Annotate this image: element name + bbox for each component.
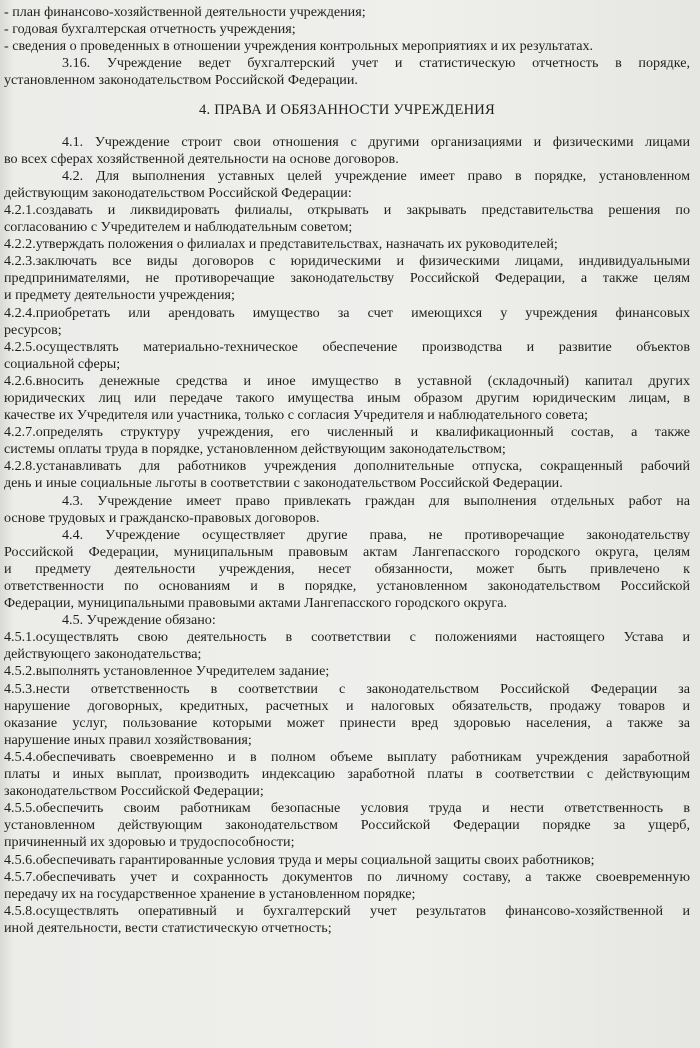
text-line: день и иные социальные льготы в соответствии с законодательством Российской Федерации. xyxy=(4,475,563,492)
text-line: 4.2.3.заключать все виды договоров с юридическими и физическими лицами, индивидуальными xyxy=(4,253,690,270)
text-line: оказание услуг, пользование которыми может принести вред здоровью населения, а также за xyxy=(4,714,690,731)
text-line: согласованию с Учредителем и наблюдательным советом; xyxy=(4,219,353,236)
text-line: 4.5.1.осуществлять свою деятельность в соответствии с положениями настоящего Устава и xyxy=(4,629,690,646)
text-line: передачу их на государственное хранение в установленном порядке; xyxy=(4,885,416,902)
preceding-section xyxy=(4,4,690,89)
text-line: 4.2.8.устанавливать для работников учреждения дополнительные отпуска, сокращенный рабочий xyxy=(4,458,690,475)
text-line: 4.1. Учреждение строит свои отношения с другими организациями и физическими лицами xyxy=(62,133,690,150)
text-line: установленном действующим законодательством Российской Федерации порядке за ущерб, xyxy=(4,817,690,834)
text-line: 4.2.4.приобретать или арендовать имущество за счет имеющихся у учреждения финансовых xyxy=(4,304,690,321)
text-line: 4.2.7.определять структуру учреждения, его численный и квалификационный состав, а также xyxy=(4,424,690,441)
text-line: 4.5.7.обеспечивать учет и сохранность документов по личному составу, а также своевременную xyxy=(4,868,690,885)
text-line: - годовая бухгалтерская отчетность учреждения; xyxy=(4,21,296,38)
text-line: и предмету деятельности учреждения; xyxy=(4,287,235,304)
text-line: - сведения о проведенных в отношении учреждения контрольных мероприятиях и их результатах. xyxy=(4,38,594,55)
text-line: законодательством Российской Федерации; xyxy=(4,783,264,800)
text-line: ответственности по основаниям и в порядке, установленном законодательством Российской xyxy=(4,578,690,594)
text-line: 4.5.8.осуществлять оперативный и бухгалтерский учет результатов финансово-хозяйственной и xyxy=(4,902,690,919)
text-line: качестве их Учредителя или участника, только с согласия Учредителя и наблюдательного совета; xyxy=(4,407,588,424)
text-line: 4.5.4.обеспечивать своевременно и в полном объеме выплату работникам учреждения заработной xyxy=(4,748,690,765)
text-line: 4.2.5.осуществлять материально-техническое обеспечение производства и развитие объектов xyxy=(4,338,690,355)
text-line: ресурсов; xyxy=(4,321,62,338)
text-line: Российской Федерации, муниципальным правовым актам Лангепасского городского округа, целям xyxy=(4,543,690,560)
text-line: юридических лиц или передаче такого имущества иным образом другим юридическим лицам, в xyxy=(4,389,690,406)
text-line: 4.3. Учреждение имеет право привлекать граждан для выполнения отдельных работ на xyxy=(62,492,690,509)
text-line: - план финансово-хозяйственной деятельности учреждения; xyxy=(4,4,366,20)
text-line: 4.5.2.выполнять установленное Учредителем задание; xyxy=(4,663,330,680)
text-line: действующего законодательства; xyxy=(4,646,202,663)
section-heading: 4. ПРАВА И ОБЯЗАННОСТИ УЧРЕЖДЕНИЯ xyxy=(199,102,495,119)
text-line: 4.2.1.создавать и ликвидировать филиалы, открывать и закрывать представительства решения по xyxy=(4,201,690,218)
text-line: основе трудовых и гражданско-правовых договоров. xyxy=(4,509,320,526)
text-line: 4.5.5.обеспечить своим работникам безопасные условия труда и нести ответственность в xyxy=(4,800,690,817)
text-line: причиненный их здоровью и трудоспособности; xyxy=(4,834,295,851)
text-line: 4.5.3.нести ответственность в соответствии с законодательством Российской Федерации за xyxy=(4,680,690,697)
text-line: 4.2.6.вносить денежные средства и иное имущество в уставной (складочный) капитал других xyxy=(4,372,690,389)
text-line: 4.5.6.обеспечивать гарантированные условия труда и меры социальной защиты своих работников; xyxy=(4,851,595,868)
text-line: 4.2.2.утверждать положения о филиалах и представительствах, назначать их руководителей; xyxy=(4,236,558,253)
text-line: установленном законодательством Российской Федерации. xyxy=(4,72,358,89)
text-line: и предмету деятельности учреждения, несет обязанности, может быть привлечено к xyxy=(4,560,690,577)
text-line: 3.16. Учреждение ведет бухгалтерский учет и статистическую отчетность в порядке, xyxy=(62,55,690,72)
text-line: 4.5. Учреждение обязано: xyxy=(62,612,216,629)
text-line: нарушение договорных, кредитных, расчетных и налоговых обязательств, продажу товаров и xyxy=(4,697,690,714)
text-line: 4.2. Для выполнения уставных целей учреждение имеет право в порядке, установленном xyxy=(62,167,690,184)
section-body xyxy=(4,134,690,937)
text-line: 4.4. Учреждение осуществляет другие права, не противоречащие законодательству xyxy=(62,526,690,543)
text-line: платы и иных выплат, производить индексацию заработной платы в соответствии с действующим xyxy=(4,766,690,783)
text-line: иной деятельности, вести статистическую отчетность; xyxy=(4,919,332,936)
text-line: социальной сферы; xyxy=(4,355,121,372)
text-line: системы оплаты труда в порядке, установленном действующим законодательством; xyxy=(4,441,506,458)
text-line: действующим законодательством Российской Федерации: xyxy=(4,184,352,201)
text-line: нарушение иных правил хозяйствования; xyxy=(4,731,252,748)
text-line: во всех сферах хозяйственной деятельности на основе договоров. xyxy=(4,150,399,167)
text-line: Федерации, муниципальными правовыми актами Лангепасского городского округа. xyxy=(4,595,507,612)
text-line: предпринимателями, не противоречащие законодательству Российской Федерации, а также целям xyxy=(4,270,690,287)
